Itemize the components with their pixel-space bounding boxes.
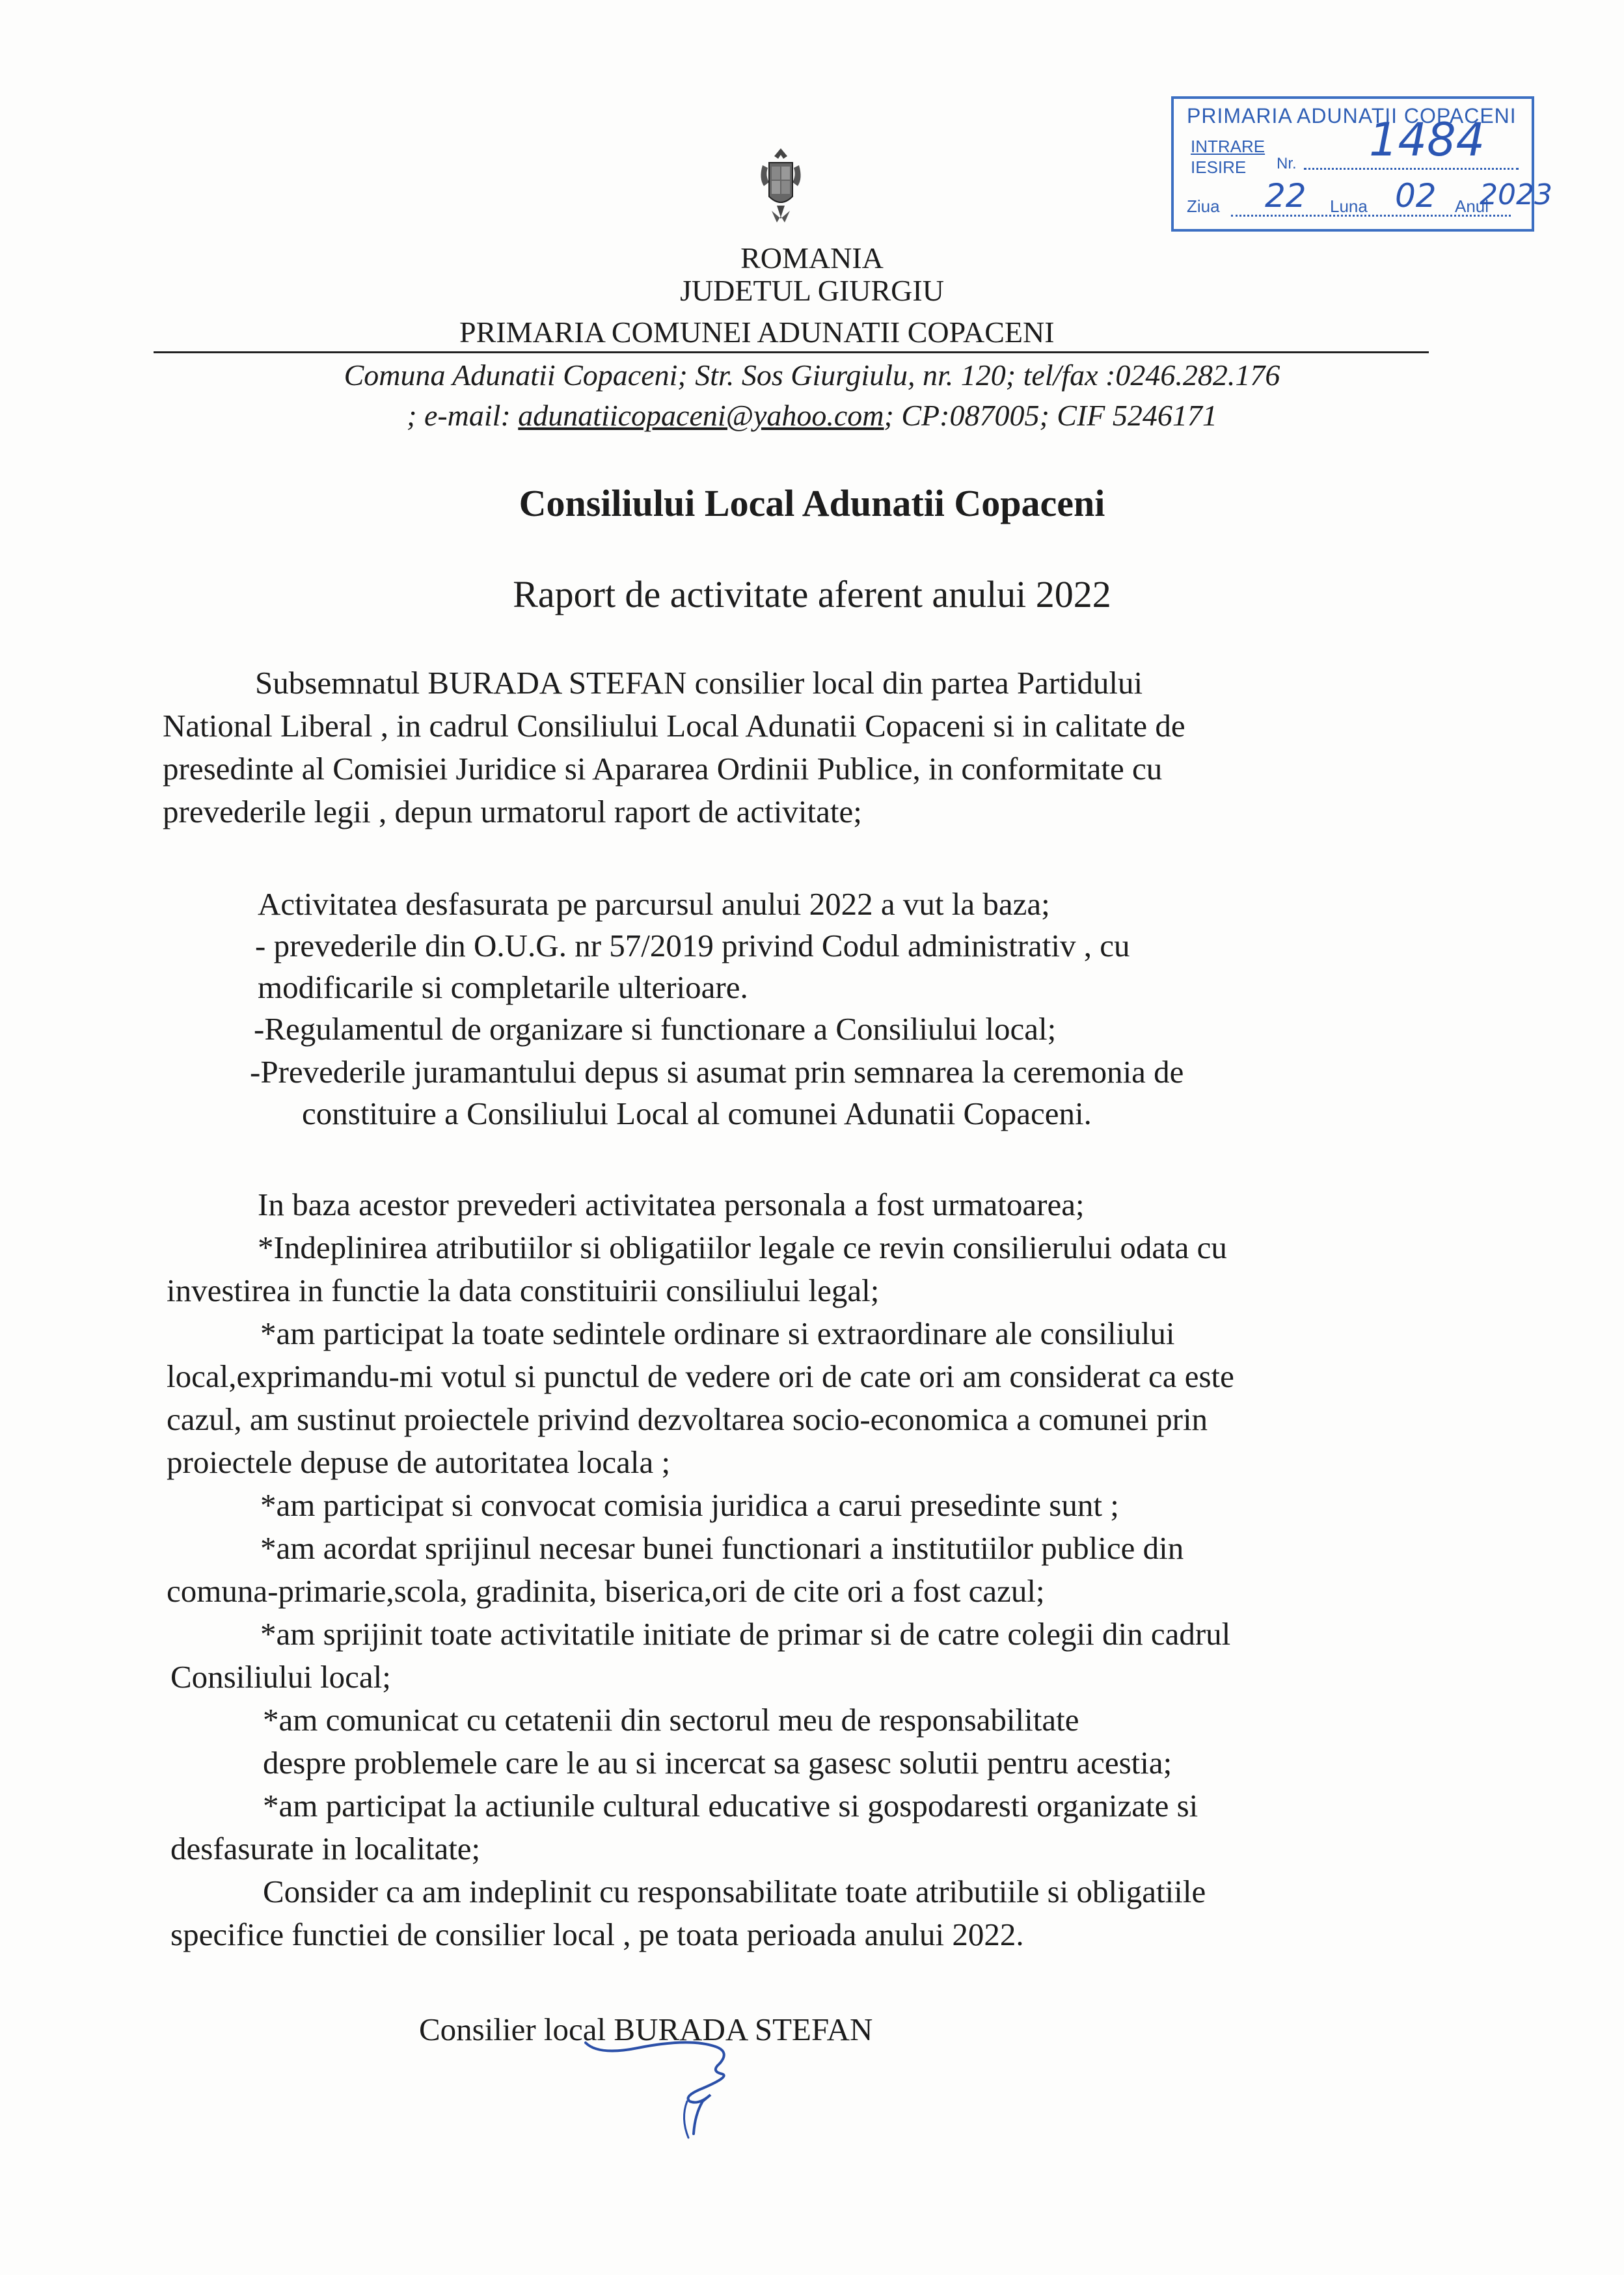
stamp-anul-label: Anul bbox=[1455, 196, 1489, 216]
body-line: *am acordat sprijinul necesar bunei functionari a institutiilor publice din bbox=[260, 1530, 1184, 1566]
signature-line: Consilier local BURADA STEFAN bbox=[419, 2012, 873, 2047]
body-line: proiectele depuse de autoritatea locala ; bbox=[167, 1444, 671, 1480]
body-line: - prevederile din O.U.G. nr 57/2019 privind Codul administrativ , cu bbox=[255, 928, 1130, 963]
body-line: specifice functiei de consilier local , pe toata perioada anului 2022. bbox=[170, 1917, 1024, 1952]
body-line: *am sprijinit toate activitatile initiate de primar si de catre colegii din cadrul bbox=[260, 1616, 1231, 1652]
body-line: desfasurate in localitate; bbox=[170, 1831, 481, 1866]
header-county: JUDETUL GIURGIU bbox=[680, 274, 944, 307]
body-line: prevederile legii , depun urmatorul raport de activitate; bbox=[163, 794, 862, 829]
body-line: *Indeplinirea atributiilor si obligatiilor legale ce revin consilierului odata cu bbox=[258, 1230, 1227, 1265]
header-institution: PRIMARIA COMUNEI ADUNATII COPACENI bbox=[459, 316, 1055, 349]
registration-stamp bbox=[1171, 96, 1552, 232]
contact-line-1: Comuna Adunatii Copaceni; Str. Sos Giurgiulu, nr. 120; tel/fax :0246.282.176 bbox=[344, 358, 1280, 392]
body-line: investirea in functie la data constituirii consiliului legal; bbox=[167, 1272, 880, 1308]
body-line: comuna-primarie,scola, gradinita, biserica,ori de cite ori a fost cazul; bbox=[167, 1573, 1045, 1609]
body-line: local,exprimandu-mi votul si punctul de vedere ori de cate ori am considerat ca este bbox=[167, 1358, 1234, 1394]
contact-prefix: ; e-mail: bbox=[407, 399, 519, 432]
stamp-luna-value: 02 bbox=[1395, 177, 1437, 215]
body-line: Consiliului local; bbox=[170, 1659, 391, 1695]
stamp-luna-label: Luna bbox=[1330, 196, 1368, 216]
stamp-intrare-label: INTRARE bbox=[1191, 137, 1265, 156]
body-line: -Prevederile juramantului depus si asumat prin semnarea la ceremonia de bbox=[250, 1054, 1184, 1090]
contact-email-link[interactable]: adunatiicopaceni@yahoo.com bbox=[518, 399, 884, 432]
header-country: ROMANIA bbox=[740, 241, 884, 275]
document-title: Consiliului Local Adunatii Copaceni bbox=[519, 482, 1105, 524]
stamp-nr-value: 1484 bbox=[1369, 113, 1485, 167]
body-line: -Regulamentul de organizare si functionare a Consiliului local; bbox=[254, 1011, 1057, 1047]
body-line: despre problemele care le au si incercat sa gasesc solutii pentru acestia; bbox=[263, 1745, 1172, 1781]
stamp-anul-value: 2023 bbox=[1480, 178, 1552, 211]
body-line: *am participat la toate sedintele ordinare si extraordinare ale consiliului bbox=[260, 1315, 1175, 1351]
body-line: National Liberal , in cadrul Consiliului Local Adunatii Copaceni si in calitate de bbox=[163, 708, 1185, 744]
handwritten-signature bbox=[560, 2004, 807, 2147]
stamp-nr-dotted-line bbox=[1304, 168, 1519, 170]
body-line: cazul, am sustinut proiectele privind dezvoltarea socio-economica a comunei prin bbox=[167, 1401, 1208, 1437]
body-line: constituire a Consiliului Local al comunei Adunatii Copaceni. bbox=[302, 1096, 1092, 1131]
stamp-date-dotted-line bbox=[1231, 215, 1511, 217]
body-line: *am participat si convocat comisia juridica a carui presedinte sunt ; bbox=[260, 1487, 1119, 1523]
stamp-ziua-value: 22 bbox=[1265, 177, 1306, 215]
contact-line-2 bbox=[0, 398, 1624, 433]
body-line: *am participat la actiunile cultural educative si gospodaresti organizate si bbox=[263, 1788, 1198, 1824]
body-line: modificarile si completarile ulterioare. bbox=[258, 969, 748, 1005]
document-subtitle: Raport de activitate aferent anului 2022 bbox=[513, 573, 1111, 615]
body-line: *am comunicat cu cetatenii din sectorul meu de responsabilitate bbox=[263, 1702, 1079, 1738]
body-line: Activitatea desfasurata pe parcursul anului 2022 a vut la baza; bbox=[258, 886, 1050, 922]
body-line: Subsemnatul BURADA STEFAN consilier local din partea Partidului bbox=[255, 665, 1143, 701]
stamp-ziua-label: Ziua bbox=[1187, 196, 1220, 216]
stamp-iesire-label: IESIRE bbox=[1191, 157, 1247, 177]
stamp-institution: PRIMARIA ADUNATII COPACENI bbox=[1187, 104, 1517, 128]
header-divider bbox=[154, 351, 1429, 353]
body-line: In baza acestor prevederi activitatea personala a fost urmatoarea; bbox=[258, 1187, 1085, 1222]
body-line: Consider ca am indeplinit cu responsabilitate toate atributiile si obligatiile bbox=[263, 1874, 1206, 1909]
body-line: presedinte al Comisiei Juridice si Apararea Ordinii Publice, in conformitate cu bbox=[163, 751, 1163, 787]
coat-of-arms-icon bbox=[757, 146, 804, 225]
contact-suffix: ; CP:087005; CIF 5246171 bbox=[884, 399, 1217, 432]
stamp-nr-label: Nr. bbox=[1277, 155, 1297, 172]
